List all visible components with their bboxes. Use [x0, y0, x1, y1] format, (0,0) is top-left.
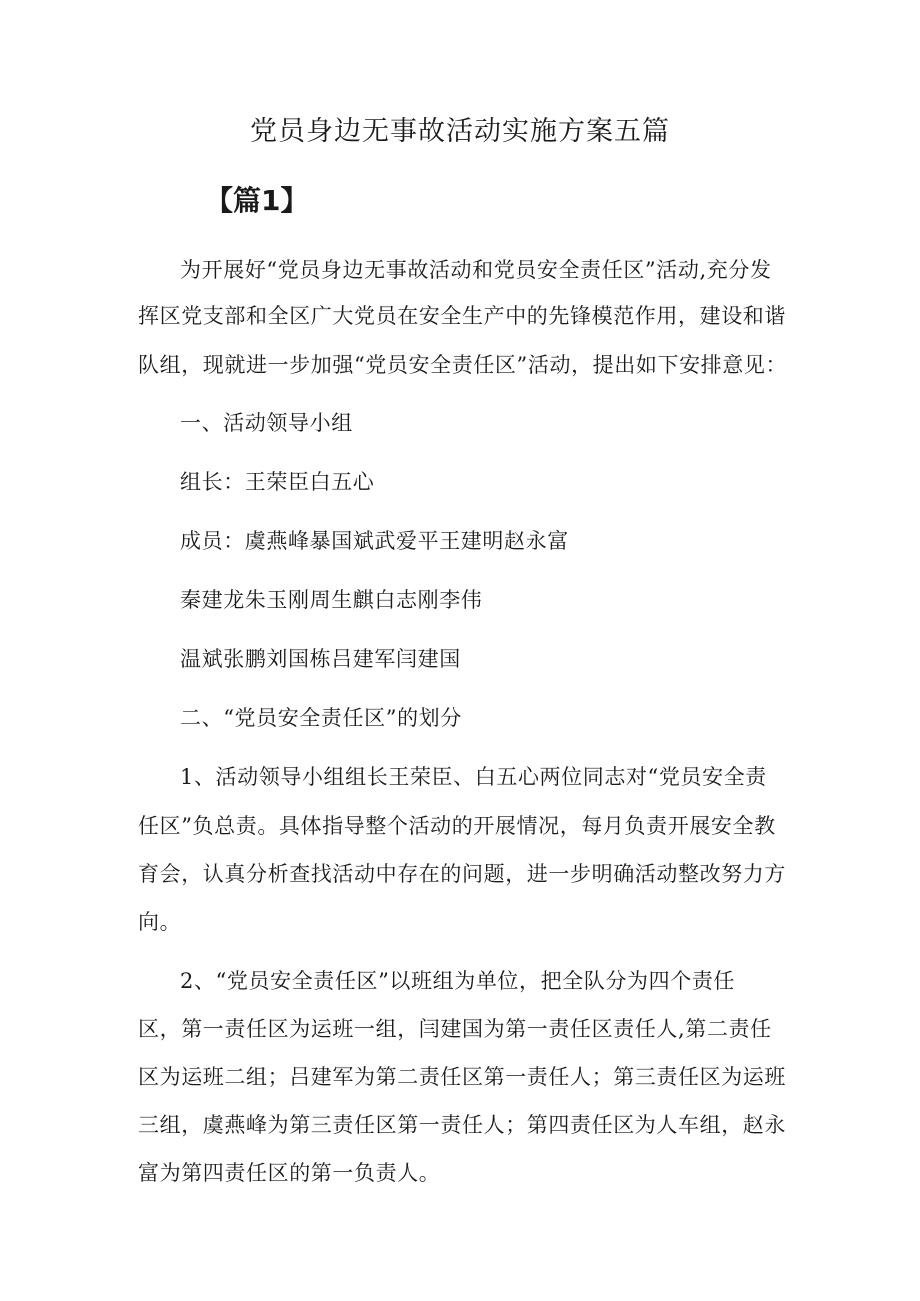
document-title: 党员身边无事故活动实施方案五篇	[250, 116, 670, 147]
members-line-3: 温斌张鹏刘国栋吕建军闫建国	[180, 647, 461, 671]
members-line-1: 成员：虞燕峰暴国斌武爱平王建明赵永富	[180, 529, 569, 553]
paragraph-1-line-2: 挥区党支部和全区广大党员在安全生产中的先锋模范作用，建设和谐	[138, 304, 786, 328]
paragraph-3-line-1: 2、“党员安全责任区”以班组为单位，把全队分为四个责任	[180, 969, 736, 993]
paragraph-3-line-2: 区，第一责任区为运班一组，闫建国为第一责任区责任人,第二责任	[138, 1017, 772, 1041]
heading-leadership-group: 一、活动领导小组	[180, 411, 353, 435]
paragraph-2-line-3: 育会，认真分析查找活动中存在的问题，进一步明确活动整改努力方	[138, 862, 786, 886]
paragraph-1-line-3: 队组，现就进一步加强“党员安全责任区”活动，提出如下安排意见：	[138, 353, 788, 377]
heading-responsibility-zones: 二、“党员安全责任区”的划分	[180, 706, 462, 730]
section-label: 【篇1】	[205, 184, 309, 217]
paragraph-3-line-3: 区为运班二组；吕建军为第二责任区第一责任人；第三责任区为运班	[138, 1065, 786, 1089]
members-line-2: 秦建龙朱玉刚周生麒白志刚李伟	[180, 588, 483, 612]
leader-line: 组长：王荣臣白五心	[180, 470, 375, 494]
paragraph-3-line-4: 三组，虞燕峰为第三责任区第一责任人；第四责任区为人车组，赵永	[138, 1113, 786, 1137]
paragraph-2-line-1: 1、活动领导小组组长王荣臣、白五心两位同志对“党员安全责	[180, 765, 767, 789]
paragraph-2-line-2: 任区”负总责。具体指导整个活动的开展情况，每月负责开展安全教	[138, 814, 776, 838]
paragraph-2-line-4: 向。	[138, 910, 182, 934]
paragraph-3-line-5: 富为第四责任区的第一负责人。	[138, 1161, 441, 1185]
paragraph-1-line-1: 为开展好“党员身边无事故活动和党员安全责任区”活动,充分发	[180, 258, 772, 282]
